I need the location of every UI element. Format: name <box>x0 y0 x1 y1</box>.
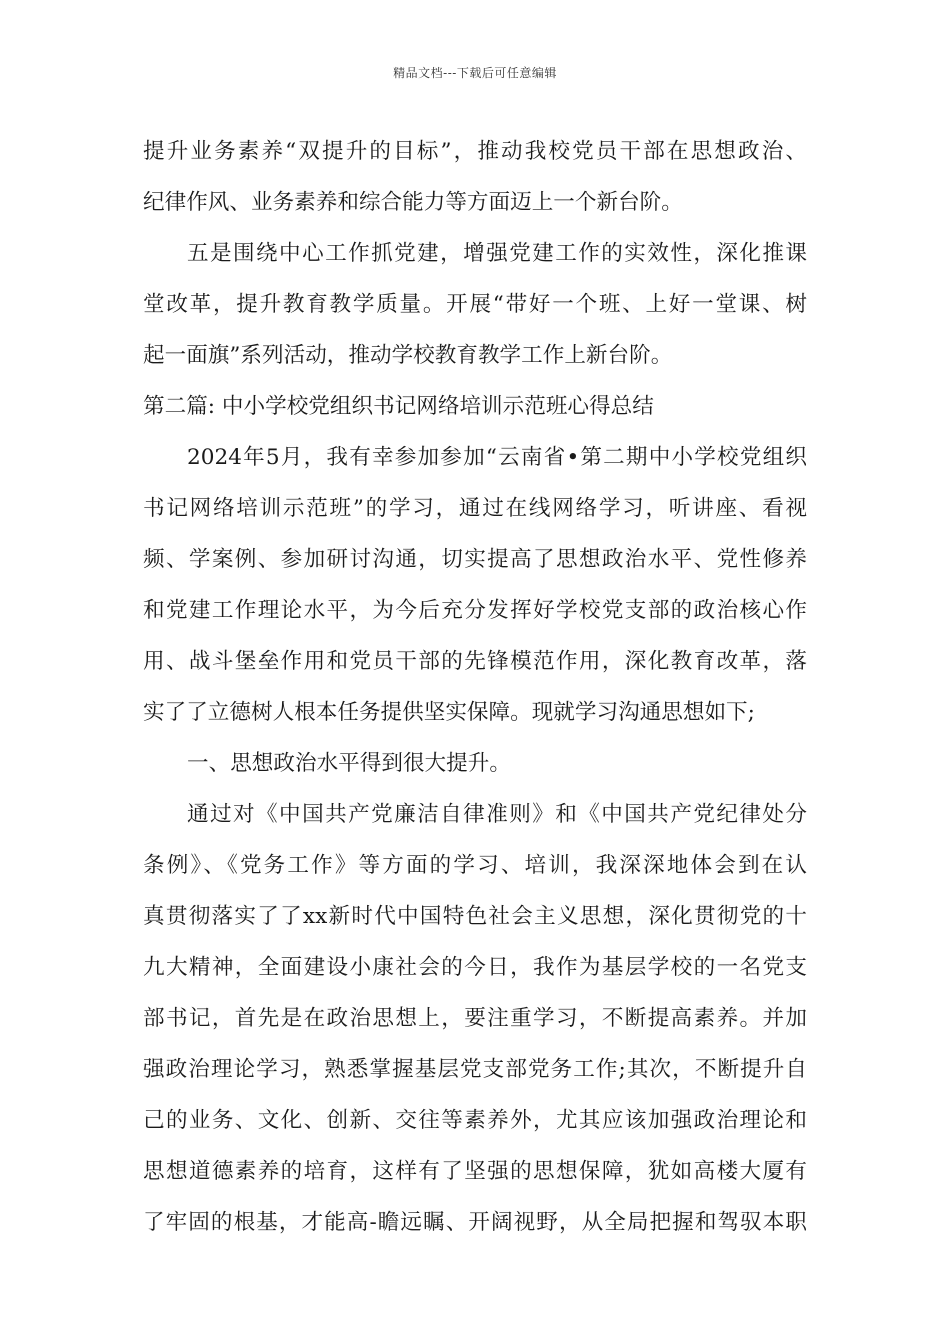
text-line: 己的业务、文化、创新、交往等素养外，尤其应该加强政治理论和 <box>143 1108 807 1133</box>
text-line: 部书记，首先是在政治思想上，要注重学习，不断提高素养。并加 <box>143 1006 807 1031</box>
section-heading: 第二篇: 中小学校党组织书记网络培训示范班心得总结 <box>143 394 654 419</box>
text-line: 2024年5月，我有幸参加参加“云南省•第二期中小学校党组织 <box>187 445 807 470</box>
text-line: 了牢固的根基，才能高-瞻远瞩、开阔视野，从全局把握和驾驭本职 <box>143 1210 807 1235</box>
text-line: 起一面旗”系列活动，推动学校教育教学工作上新台阶。 <box>143 343 673 368</box>
text-line: 堂改革，提升教育教学质量。开展“带好一个班、上好一堂课、树 <box>143 292 807 317</box>
text-line: 强政治理论学习，熟悉掌握基层党支部党务工作;其次，不断提升自 <box>143 1057 807 1082</box>
text-line: 实了了立德树人根本任务提供坚实保障。现就学习沟通思想如下; <box>143 700 755 725</box>
text-line: 纪律作风、业务素养和综合能力等方面迈上一个新台阶。 <box>143 190 683 215</box>
text-line: 通过对《中国共产党廉洁自律准则》和《中国共产党纪律处分 <box>187 802 807 827</box>
text-line: 真贯彻落实了了xx新时代中国特色社会主义思想，深化贯彻党的十 <box>143 904 807 929</box>
text-line: 五是围绕中心工作抓党建，增强党建工作的实效性，深化推课 <box>187 241 807 266</box>
text-line: 思想道德素养的培育，这样有了坚强的思想保障，犹如高楼大厦有 <box>143 1159 807 1184</box>
subsection-heading: 一、思想政治水平得到很大提升。 <box>187 751 511 776</box>
page-header: 精品文档---下载后可任意编辑 <box>393 66 557 80</box>
text-line: 用、战斗堡垒作用和党员干部的先锋模范作用，深化教育改革，落 <box>143 649 807 674</box>
text-line: 和党建工作理论水平，为今后充分发挥好学校党支部的政治核心作 <box>143 598 807 623</box>
text-line: 频、学案例、参加研讨沟通，切实提高了思想政治水平、党性修养 <box>143 547 807 572</box>
document-body <box>143 126 807 1248</box>
text-line: 条例》、《党务工作》等方面的学习、培训，我深深地体会到在认 <box>143 853 807 878</box>
text-line: 提升业务素养“双提升的目标”，推动我校党员干部在思想政治、 <box>143 139 807 164</box>
text-line: 书记网络培训示范班”的学习，通过在线网络学习，听讲座、看视 <box>143 496 807 521</box>
text-line: 九大精神，全面建设小康社会的今日，我作为基层学校的一名党支 <box>143 955 807 980</box>
